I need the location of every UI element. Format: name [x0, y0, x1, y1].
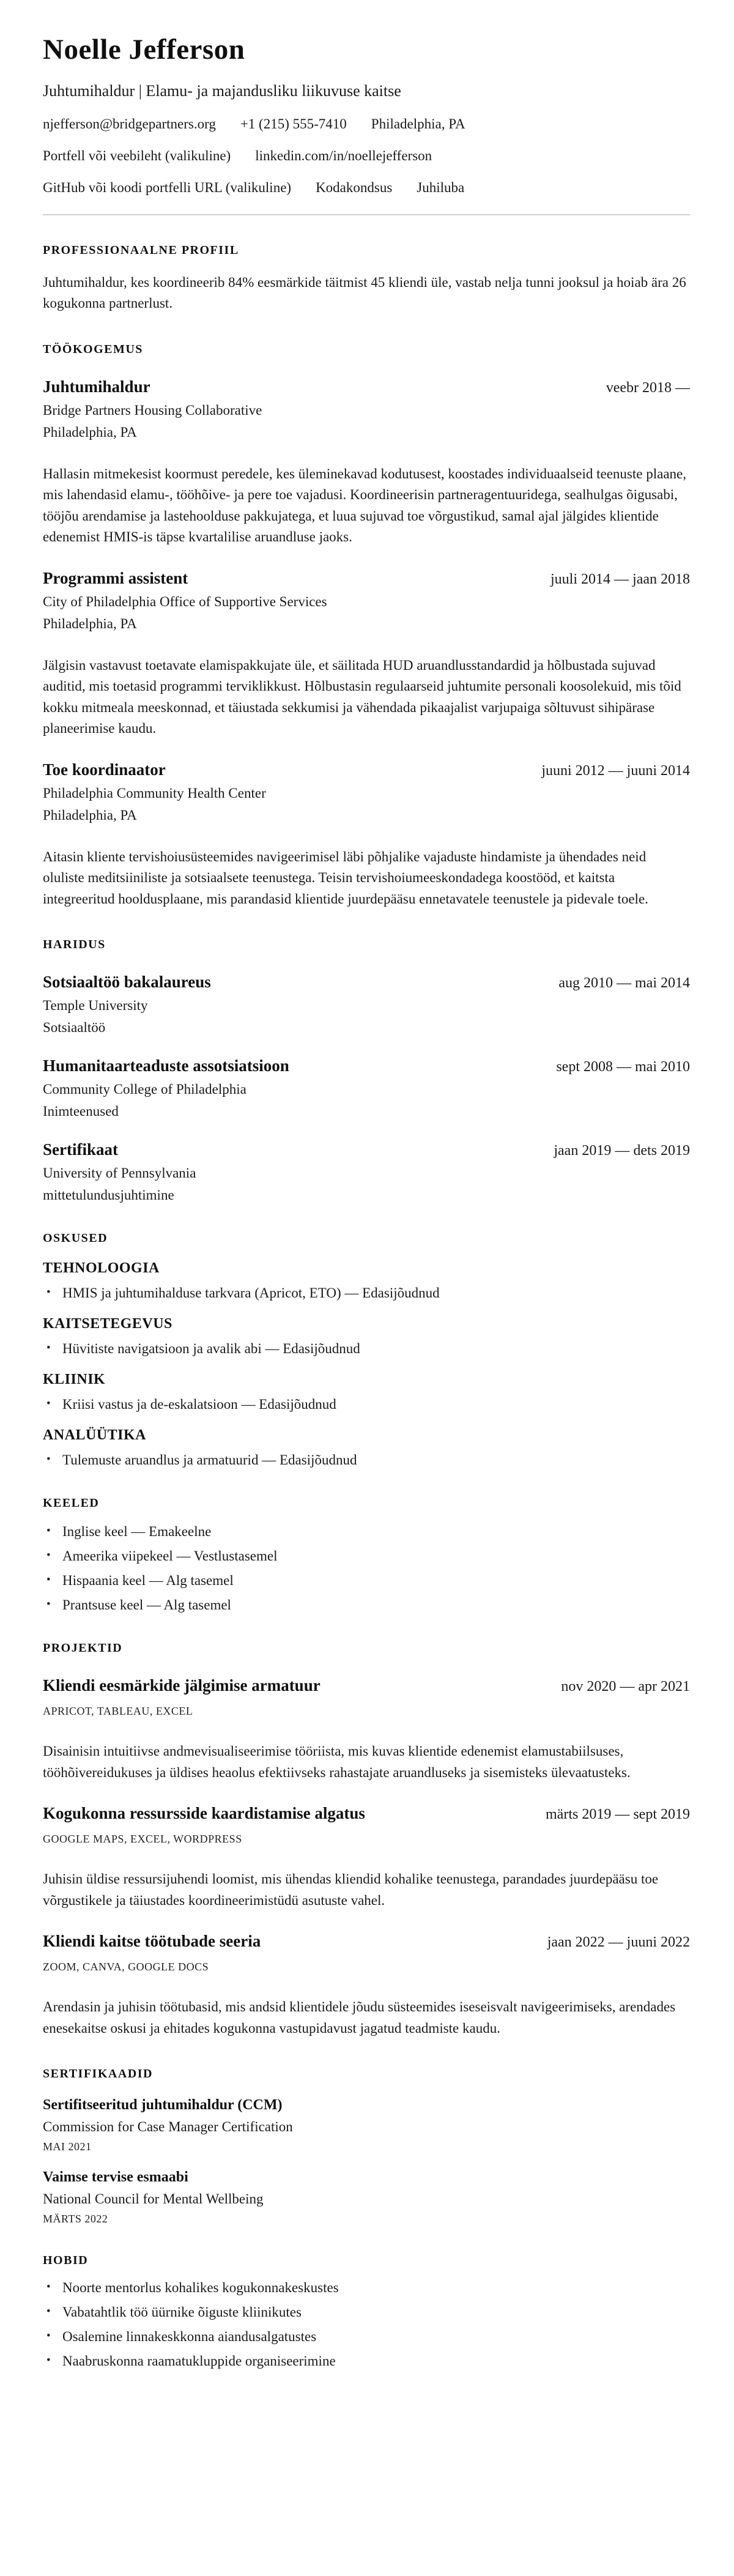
certification-name: Sertifitseeritud juhtumihaldur (CCM) — [43, 2097, 283, 2114]
skill-category: ANALÜÜTIKA — [43, 1427, 147, 1444]
education-dates: aug 2010 — mai 2014 — [558, 975, 690, 992]
section-languages — [43, 1496, 690, 1613]
skill-list — [43, 1397, 690, 1412]
education-field: Sotsiaaltöö — [43, 1020, 106, 1036]
education-school: Community College of Philadelphia — [43, 1082, 247, 1097]
project-dates: nov 2020 — apr 2021 — [561, 1679, 690, 1695]
job-title-row — [43, 377, 690, 396]
project-dates: märts 2019 — sept 2019 — [546, 1806, 690, 1823]
skill-item: • Kriisi vastus ja de-eskalatsioon — Edasijõudnud — [43, 1397, 690, 1412]
education-school: Temple University — [43, 998, 148, 1014]
citizenship-text: Kodakondsus — [316, 179, 393, 195]
job-title-row — [43, 760, 690, 779]
project-title-row — [43, 1932, 690, 1951]
skill-category: KLIINIK — [43, 1372, 106, 1388]
contact-row-3 — [43, 180, 690, 196]
certification-entry — [43, 2097, 690, 2153]
profile-heading: PROFESSIONAALNE PROFIIL — [43, 243, 239, 257]
education-degree: Sertifikaat — [43, 1140, 118, 1159]
projects-heading: PROJEKTID — [43, 1641, 123, 1655]
drivers-license-text: Juhiluba — [417, 179, 465, 195]
certification-entry — [43, 2169, 690, 2225]
skill-item: • HMIS ja juhtumihalduse tarkvara (Apricot, ETO) — Edasijõudnud — [43, 1285, 690, 1301]
header-divider — [43, 214, 690, 215]
certification-name: Vaimse tervise esmaabi — [43, 2169, 188, 2186]
education-school: University of Pennsylvania — [43, 1165, 196, 1181]
certifications-heading: SERTIFIKAADID — [43, 2067, 153, 2081]
portfolio-placeholder-text: Portfell või veebileht (valikuline) — [43, 147, 231, 163]
education-entry — [43, 1056, 690, 1119]
skill-category: TEHNOLOOGIA — [43, 1260, 160, 1277]
job-location: Philadelphia, PA — [43, 615, 137, 631]
hobby-list — [43, 2280, 690, 2369]
job-title: Toe koordinaator — [43, 760, 166, 779]
person-name: Noelle Jefferson — [43, 34, 245, 65]
skills-heading: OSKUSED — [43, 1231, 108, 1245]
project-description: Arendasin ja juhisin töötubasid, mis andsid klientidele jõudu süsteemides iseseisvalt navigeerimiseks, arendades enesekaitse oskusi ja ehitades kogukonna vastupidavust jagatud teadmiste kaudu. — [43, 1999, 676, 2036]
experience-heading: TÖÖKOGEMUS — [43, 342, 143, 356]
job-entry — [43, 760, 690, 910]
skill-item: • Hüvitiste navigatsioon ja avalik abi — Edasijõudnud — [43, 1341, 690, 1357]
education-field: Inimteenused — [43, 1104, 119, 1119]
project-tools: ZOOM, CANVA, GOOGLE DOCS — [43, 1961, 209, 1973]
job-description: Aitasin kliente tervishoiusüsteemides navigeerimisel läbi põhjalike vajaduste hindamiste ja ühendades neid oluliste meditsiiniliste ja sotsiaalsete teenustega. Teisin tervishoiumeeskondadega koostööd, et kaitsta integreeritud hooldusplaane, mis parandasid klientide juurdepääsu ennetavatele teenustele ja pidevale toele. — [43, 848, 648, 907]
languages-heading: KEELED — [43, 1496, 100, 1510]
location-text: Philadelphia, PA — [371, 116, 465, 132]
section-certifications — [43, 2067, 690, 2225]
hobby-item: • Osalemine linnakeskkonna aiandusalgatustes — [43, 2329, 690, 2345]
section-education — [43, 938, 690, 1203]
hobbies-heading: HOBID — [43, 2254, 89, 2268]
education-degree: Humanitaarteaduste assotsiatsioon — [43, 1056, 289, 1075]
education-entry — [43, 1140, 690, 1203]
contact-row-2 — [43, 148, 690, 164]
job-title: Programmi assistent — [43, 568, 188, 587]
language-item: • Prantsuse keel — Alg tasemel — [43, 1597, 690, 1613]
project-title: Kliendi eesmärkide jälgimise armatuur — [43, 1676, 321, 1695]
skill-item: • Tulemuste aruandlus ja armatuurid — Edasijõudnud — [43, 1452, 690, 1468]
skill-list — [43, 1452, 690, 1468]
job-entry — [43, 569, 690, 740]
language-item: • Ameerika viipekeel — Vestlustasemel — [43, 1548, 690, 1564]
job-dates: juuni 2012 — juuni 2014 — [541, 762, 690, 779]
skill-list — [43, 1341, 690, 1357]
section-skills — [43, 1231, 690, 1468]
hobby-item: • Vabatahtlik töö üürnike õiguste kliinikutes — [43, 2304, 690, 2320]
project-tools: GOOGLE MAPS, EXCEL, WORDPRESS — [43, 1833, 242, 1846]
hobby-item: • Naabruskonna raamatukluppide organiseerimine — [43, 2353, 690, 2369]
skill-group — [43, 1316, 690, 1357]
job-company: City of Philadelphia Office of Supportive Services — [43, 593, 327, 609]
section-projects — [43, 1641, 690, 2039]
education-entry — [43, 973, 690, 1036]
education-title-row — [43, 973, 690, 992]
headline: Juhtumihaldur | Elamu- ja majandusliku liikuvuse kaitse — [43, 81, 401, 100]
certification-date: MAI 2021 — [43, 2140, 92, 2153]
skill-category: KAITSETEGEVUS — [43, 1316, 172, 1332]
github-placeholder-text: GitHub või koodi portfelli URL (valikuline) — [43, 179, 292, 195]
education-degree: Sotsiaaltöö bakalaureus — [43, 973, 211, 992]
project-title: Kliendi kaitse töötubade seeria — [43, 1932, 261, 1951]
job-title-row — [43, 569, 690, 588]
job-description: Hallasin mitmekesist koormust peredele, kes üleminekavad kodutusest, koostades individuaalseid teenuste plaane, mis lahendasid elamu-, tööhõive- ja pere toe vajadusi. Koordineerisin partneragentuuridega, sealhulgas õigusabi, tööjõu arendamise ja lastehoolduse pakkujatega, et luua sujuvad toe võrgustikud, samal ajal jälgides klientide edenemist HMIS-is täpse kvartalilise aruandluse jaoks. — [43, 466, 686, 545]
education-heading: HARIDUS — [43, 938, 106, 952]
job-title: Juhtumihaldur — [43, 377, 150, 396]
project-title: Kogukonna ressursside kaardistamise algatus — [43, 1804, 365, 1823]
job-dates: veebr 2018 — — [606, 379, 690, 396]
hobby-item: • Noorte mentorlus kohalikes kogukonnakeskustes — [43, 2280, 690, 2296]
job-entry — [43, 377, 690, 548]
certification-issuer: Commission for Case Manager Certification — [43, 2119, 293, 2135]
project-tools: APRICOT, TABLEAU, EXCEL — [43, 1705, 193, 1718]
education-dates: sept 2008 — mai 2010 — [556, 1059, 690, 1075]
education-field: mittetulundusjuhtimine — [43, 1187, 174, 1203]
project-description: Disainisin intuitiivse andmevisualiseerimise tööriista, mis kuvas klientide edenemist elamustabiilsuses, tööhõivereidukuses ja üldises heaolus efektiivseks rahastajate aruandluseks ja sisemisteks ülevaatusteks. — [43, 1743, 631, 1780]
project-title-row — [43, 1804, 690, 1823]
section-experience — [43, 343, 690, 910]
project-dates: jaan 2022 — juuni 2022 — [547, 1934, 690, 1951]
project-entry — [43, 1804, 690, 1911]
job-dates: juuli 2014 — jaan 2018 — [550, 571, 690, 587]
education-title-row — [43, 1056, 690, 1075]
language-item: • Inglise keel — Emakeelne — [43, 1524, 690, 1540]
email-text: njefferson@bridgepartners.org — [43, 116, 216, 132]
certification-date: MÄRTS 2022 — [43, 2213, 108, 2225]
contact-row-1 — [43, 116, 690, 132]
section-profile — [43, 243, 690, 314]
skill-group — [43, 1427, 690, 1468]
linkedin-text: linkedin.com/in/noellejefferson — [255, 147, 432, 163]
profile-text: Juhtumihaldur, kes koordineerib 84% eesmärkide täitmist 45 kliendi üle, vastab nelja tunni jooksul ja hoiab ära 26 kogukonna partnerlust. — [43, 274, 686, 311]
education-dates: jaan 2019 — dets 2019 — [554, 1143, 690, 1159]
skill-group — [43, 1372, 690, 1412]
header — [43, 34, 690, 196]
project-title-row — [43, 1676, 690, 1695]
language-list — [43, 1524, 690, 1613]
project-entry — [43, 1932, 690, 2039]
job-company: Philadelphia Community Health Center — [43, 785, 266, 801]
skill-group — [43, 1260, 690, 1301]
job-location: Philadelphia, PA — [43, 424, 137, 440]
skill-list — [43, 1285, 690, 1301]
education-title-row — [43, 1140, 690, 1159]
section-hobbies — [43, 2254, 690, 2369]
project-description: Juhisin üldise ressursijuhendi loomist, mis ühendas kliendid kohalike teenustega, parandades juurdepääsu toe võrgustikele ja täiustades koordineerimistüdü asutuste vahel. — [43, 1871, 659, 1908]
job-location: Philadelphia, PA — [43, 807, 137, 823]
job-description: Jälgisin vastavust toetavate elamispakkujate üle, et säilitada HUD aruandlusstandardid ja hõlbustada sujuvad auditid, mis toetasid programmi terviklikkust. Hõlbustasin regulaarseid juhtumite personali koosolekuid, mis tõid kokku mitmeala meeskonnad, et täiustada sekkumisi ja vähendada pikaajalist varjupaiga sõltuvust sihipärase planeerimise kaudu. — [43, 657, 681, 737]
phone-text: +1 (215) 555-7410 — [240, 116, 347, 132]
language-item: • Hispaania keel — Alg tasemel — [43, 1573, 690, 1589]
job-company: Bridge Partners Housing Collaborative — [43, 402, 262, 418]
certification-issuer: National Council for Mental Wellbeing — [43, 2191, 264, 2207]
project-entry — [43, 1676, 690, 1783]
